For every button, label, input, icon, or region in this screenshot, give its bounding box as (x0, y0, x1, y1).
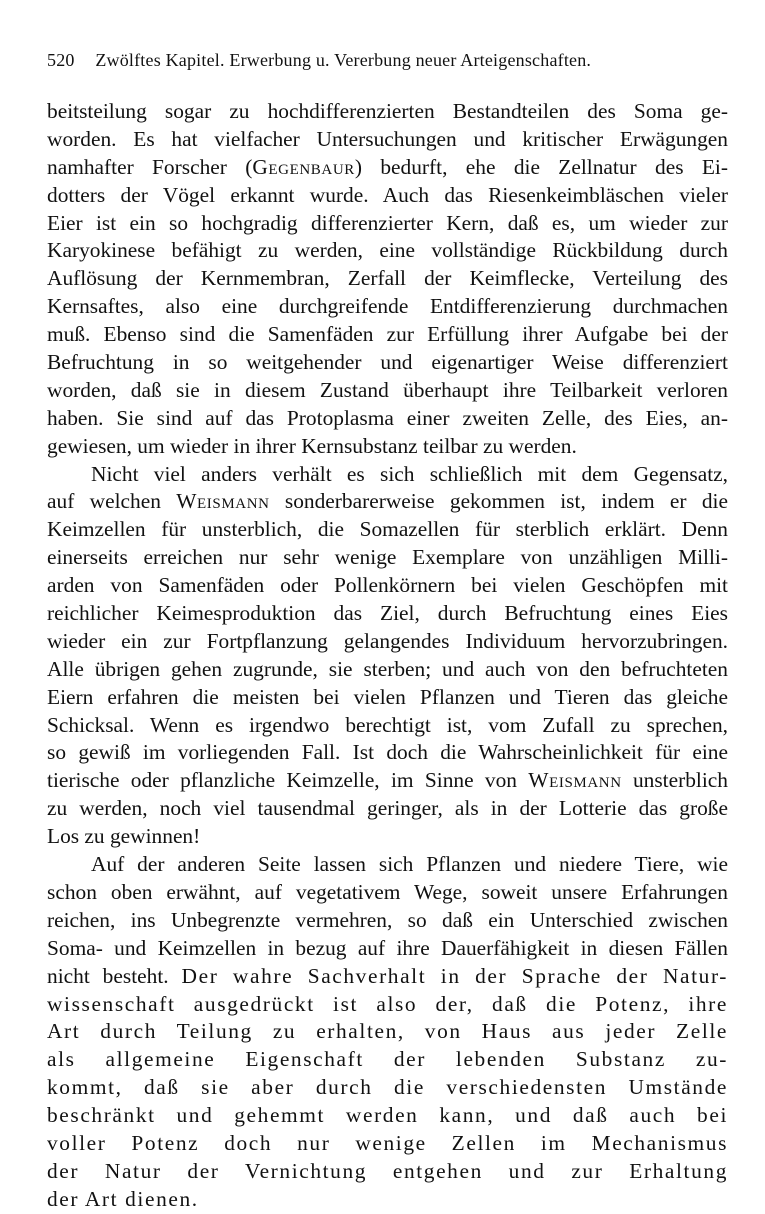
text-line: Keimzellen für unsterblich, die Somazellen für sterblich erklärt. Denn (47, 517, 728, 542)
text-line: Eier ist ein so hochgradig differenzierter Kern, daß es, um wieder zur (47, 210, 728, 235)
running-title: Zwölftes Kapitel. Erwerbung u. Vererbung neuer Arteigenschaften. (95, 50, 592, 70)
text-line: dotters der Vögel erkannt wurde. Auch das Riesenkeimbläschen vieler (47, 182, 728, 207)
paragraph-1 (47, 98, 728, 461)
text-line: Nicht viel anders verhält es sich schließlich mit dem Gegensatz, (91, 461, 728, 486)
emphasized-line: beschränkt und gehemmt werden kann, und daß auch bei (47, 1103, 728, 1128)
emphasized-line: als allgemeine Eigenschaft der lebenden Substanz zu- (47, 1047, 728, 1072)
emphasized-line: der Art dienen. (47, 1186, 199, 1211)
text-line: zu werden, noch viel tausendmal geringer, als in der Lotterie das große (47, 796, 728, 821)
text-line: worden. Es hat vielfacher Untersuchungen und kritischer Erwägungen (47, 126, 728, 151)
text-line: haben. Sie sind auf das Protoplasma einer zweiten Zelle, des Eies, an- (47, 405, 728, 430)
text-line: Kernsaftes, also eine durchgreifende Entdifferenzierung durchmachen (47, 294, 728, 319)
page-number: 520 (47, 50, 75, 70)
text-line: reichlicher Keimesproduktion das Ziel, durch Befruchtung eines Eies (47, 601, 728, 626)
text-line: einerseits erreichen nur sehr wenige Exemplare von unzähligen Milli- (47, 545, 728, 570)
text-line: Befruchtung in so weitgehender und eigenartiger Weise differenziert (47, 350, 728, 375)
text-line: arden von Samenfäden oder Pollenkörnern bei vielen Geschöpfen mit (47, 573, 728, 598)
text-line: tierische oder pflanzliche Keimzelle, im Sinne von Weismann unsterblich (47, 768, 728, 793)
text-line: nicht besteht. Der wahre Sachverhalt in der Sprache der Natur- (47, 963, 728, 988)
text-line: Schicksal. Wenn es irgendwo berechtigt ist, vom Zufall zu sprechen, (47, 712, 728, 737)
text-line: Los zu gewinnen! (47, 824, 201, 849)
text-line: so gewiß im vorliegenden Fall. Ist doch die Wahrscheinlichkeit für eine (47, 740, 728, 765)
text-line: wieder ein zur Fortpflanzung gelangendes Individuum hervorzubringen. (47, 628, 728, 653)
running-head (47, 50, 737, 71)
text-line: Alle übrigen gehen zugrunde, sie sterben; und auch von den befruchteten (47, 656, 728, 681)
emphasized-line: voller Potenz doch nur wenige Zellen im Mechanismus (47, 1130, 728, 1155)
text-line: Karyokinese befähigt zu werden, eine vollständige Rückbildung durch (47, 238, 728, 263)
author-name: Gegenbaur (252, 154, 355, 179)
paragraph-3 (47, 851, 728, 1214)
text-line: muß. Ebenso sind die Samenfäden zur Erfüllung ihrer Aufgabe bei der (47, 322, 728, 347)
text-line: beitsteilung sogar zu hochdifferenzierten Bestandteilen des Soma ge- (47, 99, 728, 123)
text-line: Auf der anderen Seite lassen sich Pflanzen und niedere Tiere, wie (91, 852, 728, 877)
paragraph-2 (47, 461, 728, 851)
text-line: gewiesen, um wieder in ihrer Kernsubstanz teilbar zu werden. (47, 433, 577, 458)
emphasized-line: der Natur der Vernichtung entgehen und zur Erhaltung (47, 1158, 728, 1183)
emphasized-line: Art durch Teilung zu erhalten, von Haus aus jeder Zelle (47, 1019, 728, 1044)
text-line: auf welchen Weismann sonderbarerweise gekommen ist, indem er die (47, 489, 728, 514)
text-line: schon oben erwähnt, auf vegetativem Wege, soweit unsere Erfahrungen (47, 879, 728, 904)
text-line: Soma- und Keimzellen in bezug auf ihre Dauerfähigkeit in diesen Fällen (47, 935, 728, 960)
text-line: namhafter Forscher (Gegenbaur) bedurft, ehe die Zellnatur des Ei- (47, 154, 729, 179)
text-line: Eiern erfahren die meisten bei vielen Pflanzen und Tieren das gleiche (47, 684, 728, 709)
emphasized-line: kommt, daß sie aber durch die verschiedensten Umstände (47, 1075, 728, 1100)
author-name: Weismann (528, 768, 622, 793)
emphasized-line: wissenschaft ausgedrückt ist also der, daß die Potenz, ihre (47, 991, 728, 1016)
text-line: Auflösung der Kernmembran, Zerfall der Keimflecke, Verteilung des (47, 266, 728, 291)
author-name: Weismann (176, 489, 270, 514)
emphasized-text: Der wahre Sachverhalt in der Sprache der Natur- (181, 963, 728, 988)
text-line: worden, daß sie in diesem Zustand überhaupt ihre Teilbarkeit verloren (47, 377, 728, 402)
text-line: reichen, ins Unbegrenzte vermehren, so daß ein Unterschied zwischen (47, 907, 728, 932)
body-text (47, 98, 728, 1214)
